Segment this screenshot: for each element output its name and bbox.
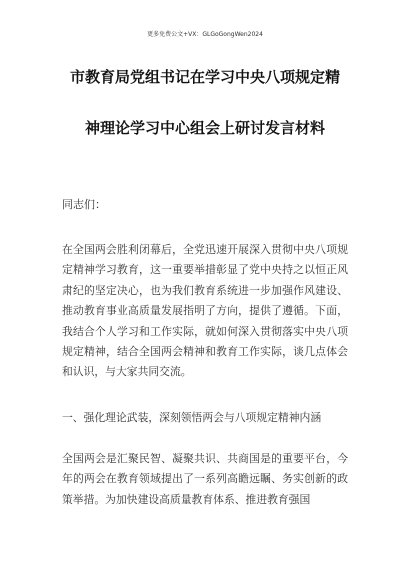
- document-title-line-1: 市教育局党组书记在学习中央八项规定精: [69, 68, 340, 86]
- header-note: 更多免费公文+VX：GLGoGongWen2024: [147, 31, 263, 38]
- body-paragraph-2: 全国两会是汇聚民智、凝聚共识、共商国是的重要平台，今年的两会在教育领域提出了一系列高瞻远瞩、务实创新的政策举措。为加快建设高质量教育体系、推进教育强国: [62, 452, 348, 506]
- body-paragraph-1: 在全国两会胜利闭幕后，全党迅速开展深入贯彻中央八项规定精神学习教育，这一重要举措彰显了党中央持之以恒正风肃纪的坚定决心，也为我们教育系统进一步加强作风建设、推动教育事业高质量发展指明了方向，提供了遵循。下面，我结合个人学习和工作实际，就如何深入贯彻落实中央八项规定精神，结合全国两会精神和教育工作实际，谈几点体会和认识，与大家共同交流。: [62, 243, 348, 379]
- document-title-line-2: 神理论学习中心组会上研讨发言材料: [84, 119, 325, 137]
- salutation: 同志们：: [62, 198, 106, 211]
- section-heading-1: 一、强化理论武装，深刻领悟两会与八项规定精神内涵: [62, 411, 322, 424]
